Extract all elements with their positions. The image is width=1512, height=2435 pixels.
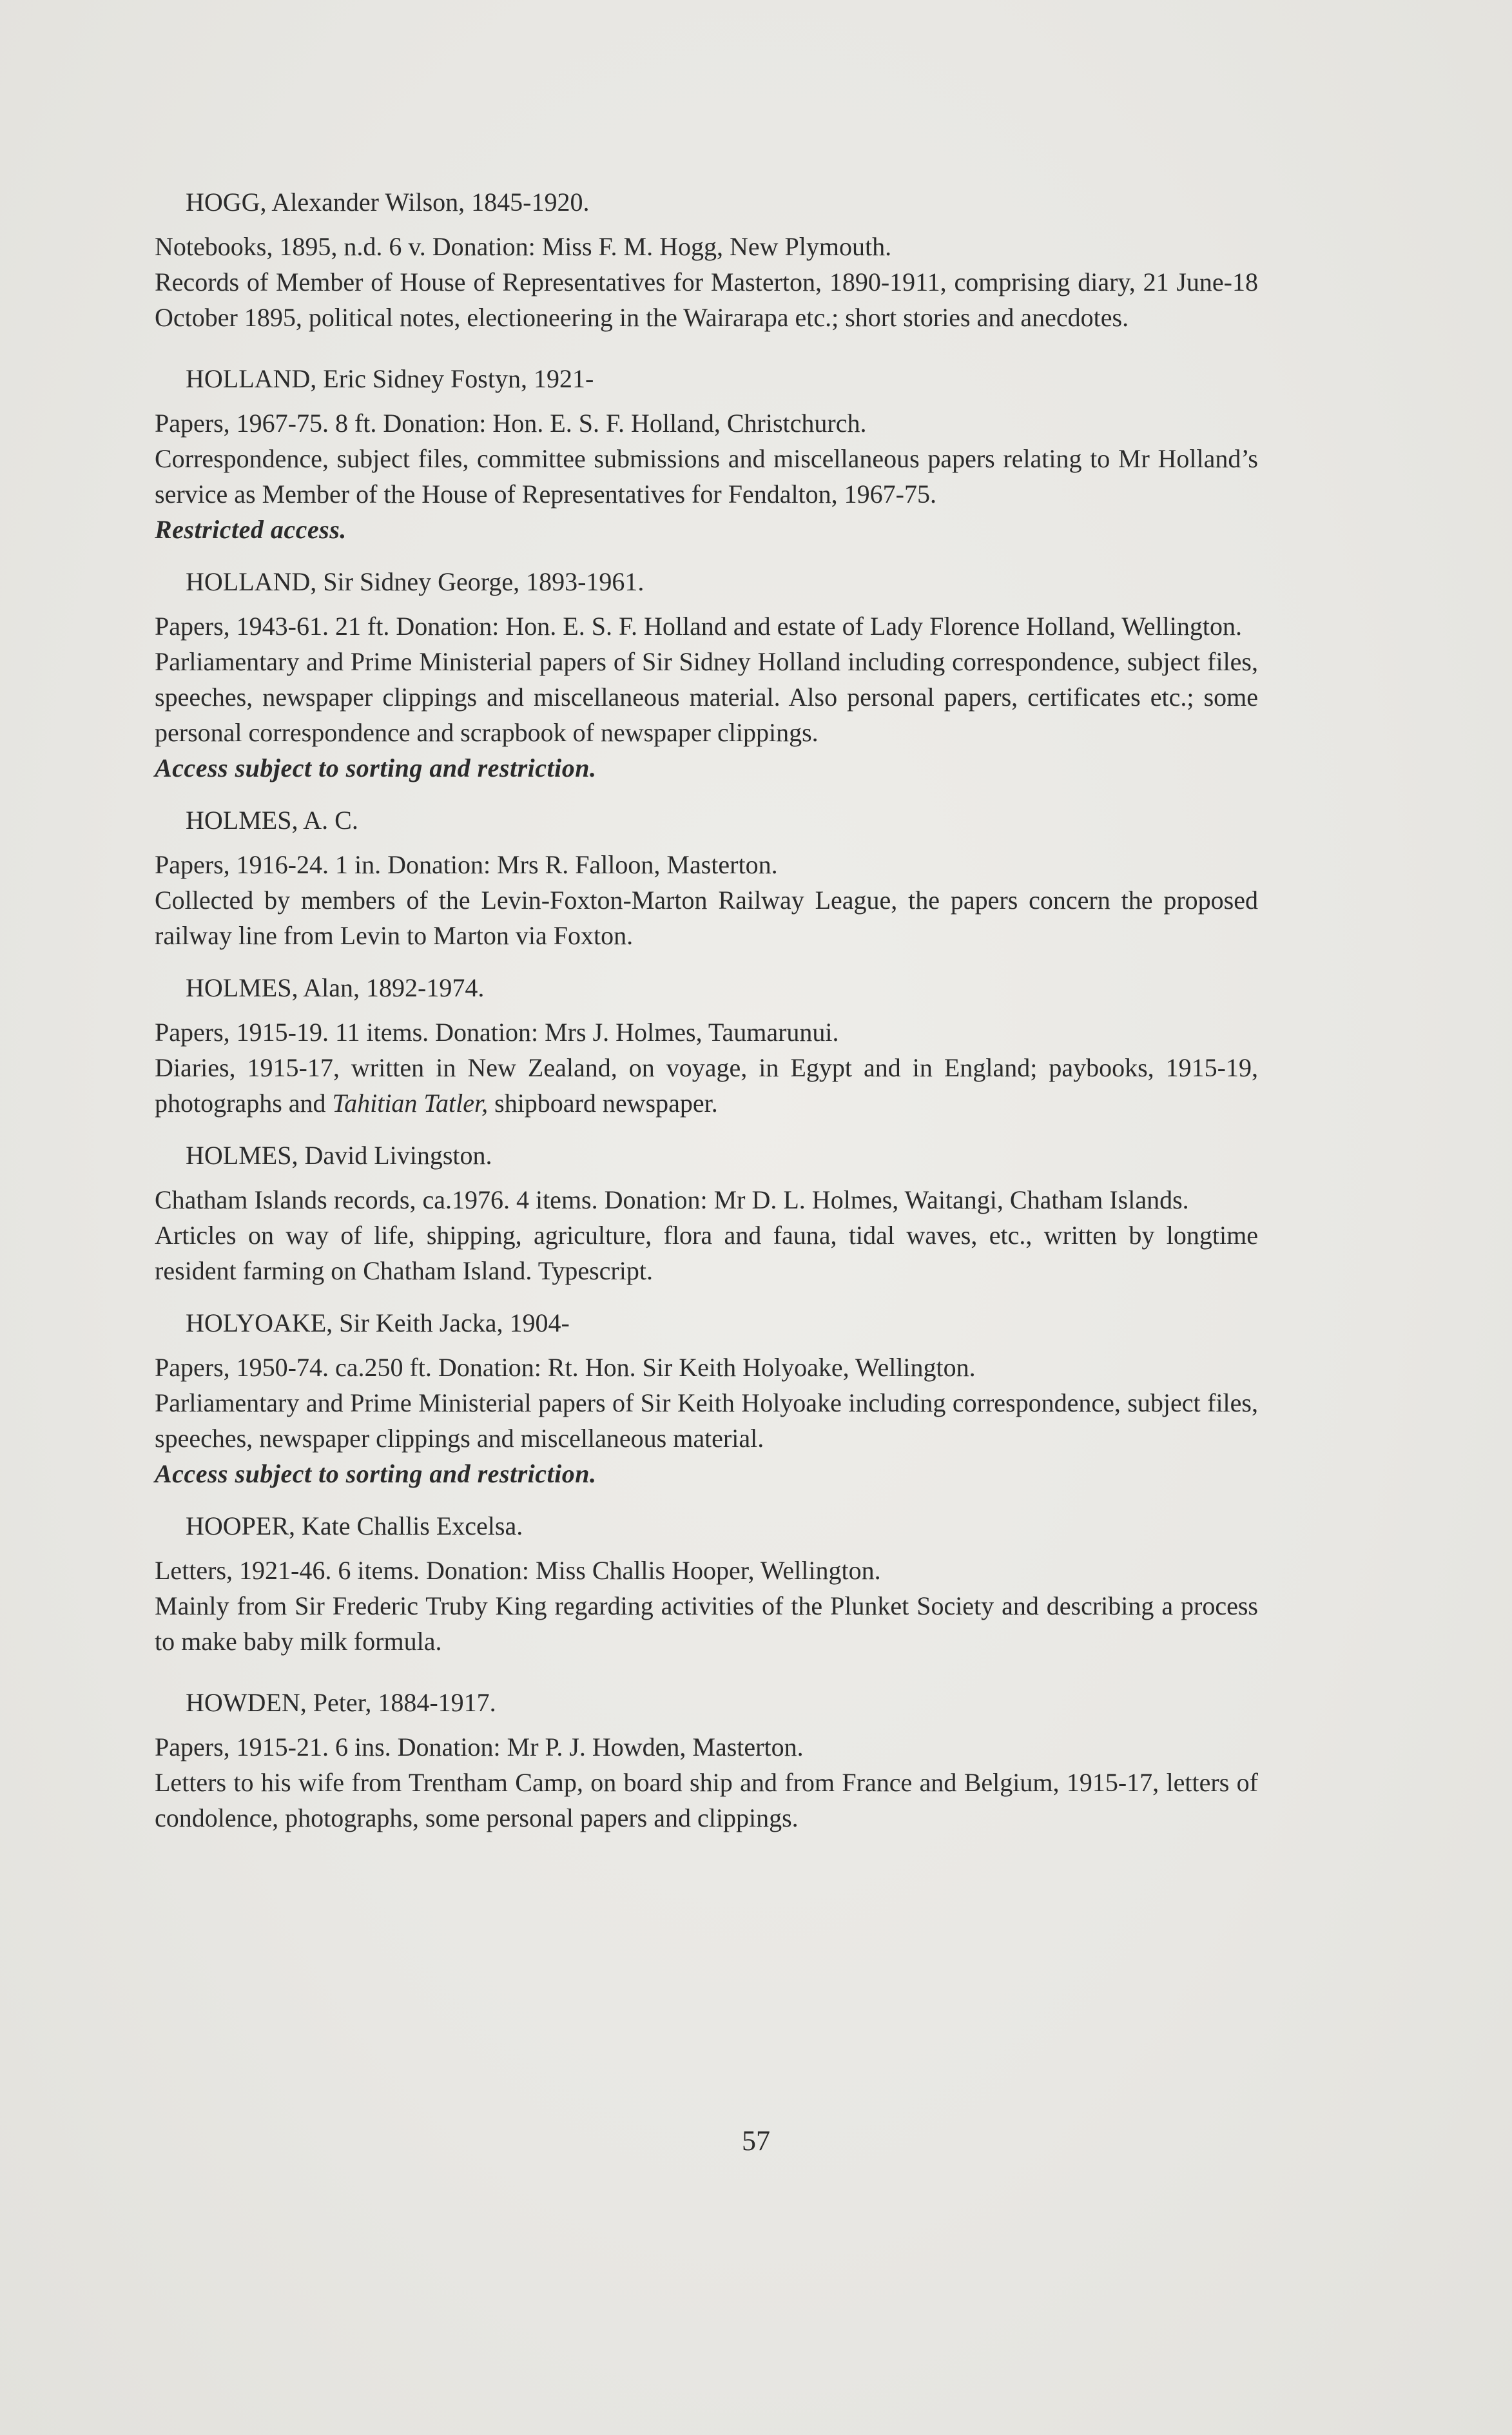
catalogue-entry xyxy=(155,361,1258,547)
entry-heading: HOLMES, David Livingston. xyxy=(186,1141,492,1170)
entry-description: Articles on way of life, shipping, agriculture, flora and fauna, tidal waves, etc., written by longtime resident farming on Chatham Island. Typescript. xyxy=(155,1221,1258,1285)
entry-heading: HOLMES, A. C. xyxy=(186,806,358,835)
entry-heading: HOLLAND, Eric Sidney Fostyn, 1921- xyxy=(186,364,594,393)
entry-description: Parliamentary and Prime Ministerial papers of Sir Sidney Holland including correspondence, subject files, speeches, newspaper clippings and miscellaneous material. Also personal papers, certificates etc.; some personal correspondence and scrapbook of newspaper clippings. xyxy=(155,647,1258,747)
catalogue-entry xyxy=(155,970,1258,1121)
catalogue-entries xyxy=(155,184,1258,1861)
entry-description: Records of Member of House of Representatives for Masterton, 1890-1911, comprising diary, 21 June-18 October 1895, political notes, electioneering in the Wairarapa etc.; short stories and anecdotes. xyxy=(155,267,1258,332)
catalogue-entry xyxy=(155,184,1258,335)
entry-description: Collected by members of the Levin-Foxton-Marton Railway League, the papers concern the proposed railway line from Levin to Marton via Foxton. xyxy=(155,886,1258,950)
entry-details: Chatham Islands records, ca.1976. 4 items. Donation: Mr D. L. Holmes, Waitangi, Chatham Islands. xyxy=(155,1185,1189,1214)
catalogue-entry xyxy=(155,1138,1258,1288)
entry-details: Papers, 1915-19. 11 items. Donation: Mrs J. Holmes, Taumarunui. xyxy=(155,1018,839,1047)
entry-heading: HOLYOAKE, Sir Keith Jacka, 1904- xyxy=(186,1308,570,1337)
entry-details: Papers, 1943-61. 21 ft. Donation: Hon. E. S. F. Holland and estate of Lady Florence Holland, Wellington. xyxy=(155,612,1243,641)
entry-description: Letters to his wife from Trentham Camp, on board ship and from France and Belgium, 1915-17, letters of condolence, photographs, some personal papers and clippings. xyxy=(155,1768,1258,1832)
entry-details: Papers, 1915-21. 6 ins. Donation: Mr P. J. Howden, Masterton. xyxy=(155,1732,804,1761)
entry-details: Papers, 1967-75. 8 ft. Donation: Hon. E. S. F. Holland, Christchurch. xyxy=(155,409,867,438)
catalogue-entry xyxy=(155,1685,1258,1836)
entry-details: Letters, 1921-46. 6 items. Donation: Miss Challis Hooper, Wellington. xyxy=(155,1556,881,1585)
entry-heading: HOWDEN, Peter, 1884-1917. xyxy=(186,1688,496,1717)
entry-details: Notebooks, 1895, n.d. 6 v. Donation: Miss F. M. Hogg, New Plymouth. xyxy=(155,232,892,261)
catalogue-entry xyxy=(155,1305,1258,1491)
access-note: Access subject to sorting and restriction. xyxy=(155,753,597,782)
entry-description: Parliamentary and Prime Ministerial papers of Sir Keith Holyoake including correspondence, subject files, speeches, newspaper clippings and miscellaneous material. xyxy=(155,1388,1258,1453)
newspaper-title: Tahitian Tatler, xyxy=(332,1089,489,1118)
entry-description xyxy=(155,1050,1258,1121)
entry-heading: HOLMES, Alan, 1892-1974. xyxy=(186,973,485,1002)
entry-description: Correspondence, subject files, committee submissions and miscellaneous papers relating to Mr Holland’s service as Member of the House of Representatives for Fendalton, 1967-75. xyxy=(155,444,1258,509)
entry-heading: HOLLAND, Sir Sidney George, 1893-1961. xyxy=(186,567,645,596)
entry-details: Papers, 1916-24. 1 in. Donation: Mrs R. Falloon, Masterton. xyxy=(155,850,778,879)
access-note: Access subject to sorting and restriction. xyxy=(155,1459,597,1488)
entry-description-text: Diaries, 1915-17, written in New Zealand, on voyage, in Egypt and in England; paybooks, 1915-19, photographs and xyxy=(155,1053,1258,1118)
entry-heading: HOGG, Alexander Wilson, 1845-1920. xyxy=(186,188,590,217)
entry-description: Mainly from Sir Frederic Truby King regarding activities of the Plunket Society and describing a process to make baby milk formula. xyxy=(155,1591,1258,1656)
page-number: 57 xyxy=(742,2125,770,2157)
catalogue-entry xyxy=(155,802,1258,953)
catalogue-entry xyxy=(155,1508,1258,1659)
access-note: Restricted access. xyxy=(155,515,347,544)
entry-description-text: shipboard newspaper. xyxy=(488,1089,718,1118)
catalogue-entry xyxy=(155,564,1258,786)
entry-heading: HOOPER, Kate Challis Excelsa. xyxy=(186,1511,523,1540)
entry-details: Papers, 1950-74. ca.250 ft. Donation: Rt. Hon. Sir Keith Holyoake, Wellington. xyxy=(155,1353,976,1382)
